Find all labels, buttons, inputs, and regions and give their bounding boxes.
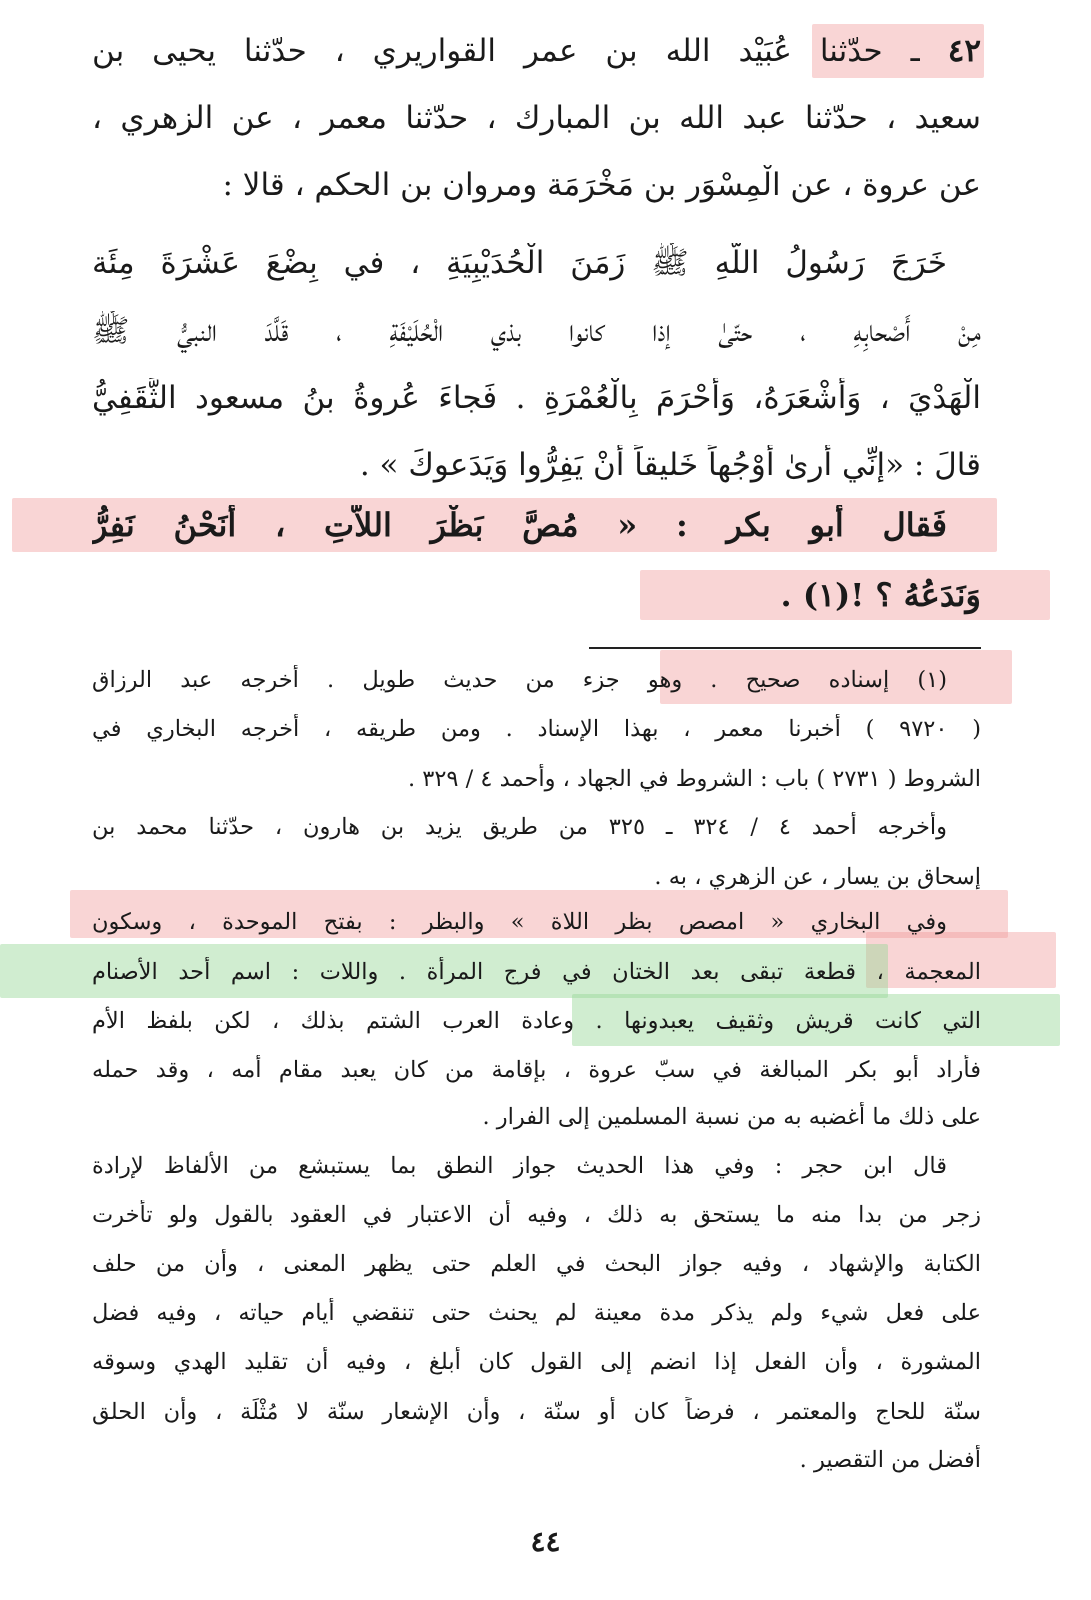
isnad-line-1-text: حدّثنا عُبَيْد الله بن عمر القواريري ، حدّثنا يحيى بن (92, 33, 883, 69)
matn-line: خَرَجَ رَسُولُ اللّهِ ﷺ زَمَنَ الْحُدَيْبِيَةِ ، في بِضْعَ عَشْرَةَ مِئَة (92, 245, 947, 281)
footnote-line: المشورة ، وأن الفعل إذا انضم إلى القول كان أبلغ ، وفيه أن تقليد الهدي وسوقه (92, 1349, 981, 1375)
quote-line: وَنَدَعُهُ ؟ !(١) . (780, 576, 981, 614)
footnote-separator (589, 647, 981, 649)
footnote-line: الكتابة والإشهاد ، وفيه جواز البحث في العلم حتى يظهر المعنى ، وأن من حلف (92, 1251, 981, 1277)
footnote-line: ( ٩٧٢٠ ) أخبرنا معمر ، بهذا الإسناد . ومن طريقه ، أخرجه البخاري في (92, 716, 981, 742)
hadith-number: ٤٢ (947, 33, 981, 69)
footnote-line: إسحاق بن يسار ، عن الزهري ، به . (654, 864, 981, 890)
page-number: ٤٤ (530, 1525, 561, 1558)
matn-line: مِنْ أَصْحابِهِ ، حتّىٰ إذا كانوا بذي الْحُلَيْفَةِ ، قَلَّدَ النبيُّ ﷺ (92, 313, 981, 349)
footnote-line: على ذلك ما أغضبه به من نسبة المسلمين إلى الفرار . (482, 1104, 981, 1130)
matn-line: قالَ : «إنِّي أرىٰ أَوْجُهاً خَليقاً أَنْ يَفِرُّوا وَيَدَعوكَ » . (359, 447, 981, 483)
isnad-line: سعيد ، حدّثنا عبد الله بن المبارك ، حدّثنا معمر ، عن الزهري ، (92, 100, 981, 136)
footnote-line: فأراد أبو بكر المبالغة في سبّ عروة ، بإقامة من كان يعبد مقام أمه ، وقد حمله (92, 1057, 981, 1083)
footnote-line: أفضل من التقصير . (799, 1447, 981, 1473)
footnote-line: وفي البخاري « امصص بظر اللاة » والبظر : بفتح الموحدة ، وسكون (92, 909, 947, 935)
footnote-line: على فعل شيء ولم يذكر مدة معينة لم يحنث حتى تنقضي أيام حياته ، وفيه فضل (92, 1300, 981, 1326)
isnad-line (92, 31, 981, 75)
footnote-line: التي كانت قريش وثقيف يعبدونها . وعادة العرب الشتم بذلك ، لكن بلفظ الأم (92, 1008, 981, 1034)
matn-line: الْهَدْيَ ، وَأَشْعَرَهُ، وَأَحْرَمَ بِالْعُمْرَةِ . فَجاءَ عُروةُ بنُ مسعود الثَّقَفِيُّ (92, 380, 981, 416)
footnote-line: المعجمة ، قطعة تبقى بعد الختان في فرج المرأة . واللات : اسم أحد الأصنام (92, 959, 981, 985)
footnote-line: الشروط ( ٢٧٣١ ) باب : الشروط في الجهاد ، وأحمد ٤ / ٣٢٩ . (407, 766, 981, 792)
footnote-line: (١) إسناده صحيح . وهو جزء من حديث طويل . أخرجه عبد الرزاق (92, 667, 947, 693)
isnad-line: عن عروة ، عن الْمِسْوَر بن مَخْرَمَة ومروان بن الحكم ، قالا : (222, 167, 981, 203)
footnote-line: سنّة للحاج والمعتمر ، فرضاً كان أو سنّة ، وأن الإشعار سنّة لا مُثْلَة ، وأن الحلق (92, 1399, 981, 1425)
footnote-line: قال ابن حجر : وفي هذا الحديث جواز النطق بما يستبشع من الألفاظ لإرادة (92, 1153, 947, 1179)
quote-line: فَقال أبو بكر : « مُصَّ بَظْرَ اللاّتِ ، أَنَحْنُ نَفِرُّ (92, 506, 947, 544)
footnote-line: وأخرجه أحمد ٤ / ٣٢٤ ـ ٣٢٥ من طريق يزيد بن هارون ، حدّثنا محمد بن (92, 814, 947, 840)
footnote-line: زجر من بدا منه ما يستحق به ذلك ، وفيه أن الاعتبار في العقود بالقول ولو تأخرت (92, 1202, 981, 1228)
hadith-number-dash: ـ (882, 33, 920, 69)
